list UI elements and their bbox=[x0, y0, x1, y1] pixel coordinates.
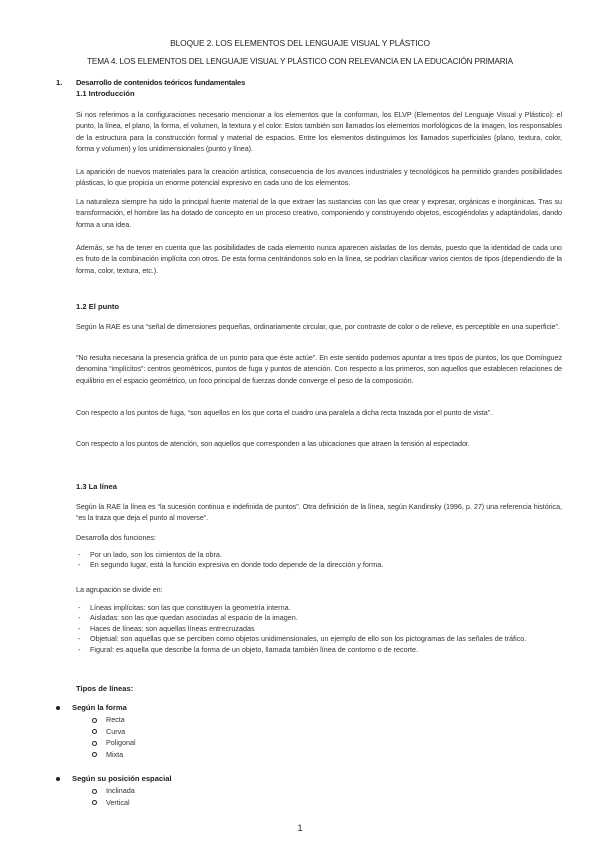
section-number: 1. bbox=[56, 78, 63, 87]
linea-paragraph: Según la RAE la línea es “la sucesión continua e indefinida de puntos”. Otra definición de la línea, según Kandinsky (1996, p. 27) una referencia histórica, “es la traza que deja el punto al moverse”. bbox=[76, 502, 562, 523]
list-item: Recta bbox=[92, 714, 136, 726]
section-title: Desarrollo de contenidos teóricos fundamentales bbox=[76, 78, 246, 87]
list-item: - Líneas implícitas: son las que constituyen la geometría interna. bbox=[76, 603, 556, 613]
list-item: Inclinada bbox=[92, 785, 135, 797]
intro-heading: 1.1 Introducción bbox=[76, 89, 135, 98]
bullet-icon bbox=[56, 777, 60, 781]
shape-types-list bbox=[92, 714, 136, 760]
punto-paragraph: Con respecto a los puntos de atención, son aquellos que corresponden a las ubicaciones que atraen la tensión al espectador. bbox=[76, 439, 470, 448]
linea-paragraph: La agrupación se divide en: bbox=[76, 585, 163, 594]
functions-list bbox=[76, 550, 556, 571]
position-types-list bbox=[92, 785, 135, 808]
linea-heading: 1.3 La línea bbox=[76, 482, 117, 491]
list-item: - Por un lado, son los cimientos de la obra. bbox=[76, 550, 556, 560]
groupings-list bbox=[76, 603, 556, 655]
list-item: - En segundo lugar, está la función expresiva en donde todo depende de la dirección y forma. bbox=[76, 560, 556, 570]
intro-paragraph: Si nos referimos a la configuraciones necesario mencionar a los elementos que la conforman, los ELVP (Elementos del Lenguaje Visual y Plástico): el punto, la línea, el plano, la forma, el volumen, la textura y el color. Estos también son llamados los elementos morfológicos de la imagen, los responsables de la estructura para la construcción formal y material de espacios. Entre los elementos distinguimos los llamados superficiales (plano, textura, color, forma y volumen) y los unidimensionales (punto y línea). bbox=[76, 110, 562, 154]
punto-heading: 1.2 El punto bbox=[76, 302, 120, 311]
block-title: BLOQUE 2. LOS ELEMENTOS DEL LENGUAJE VISUAL Y PLÁSTICO bbox=[170, 38, 430, 48]
punto-paragraph: “No resulta necesaria la presencia gráfica de un punto para que éste actúe”. En este sentido podemos apuntar a tres tipos de puntos, los que Domínguez denomina “implícitos”: centros geométricos, puntos de fuga y puntos de atención. Con respecto a los primeros, son aquellos que establecen relaciones de equilibrio en el espacio geométrico, un foco principal de fuerzas donde converge el peso de la composición. bbox=[76, 353, 562, 385]
intro-paragraph: La aparición de nuevos materiales para la creación artística, consecuencia de los avances industriales y tecnológicos ha permitido grandes posibilidades plásticas, lo que propicia un enorme potencial expresivo en cada uno de los elementos. bbox=[76, 167, 562, 188]
list-item: Poligonal bbox=[92, 737, 136, 749]
by-shape-label: Según la forma bbox=[72, 703, 127, 712]
list-item: - Figural: es aquella que describe la forma de un objeto, llamada también línea de contorno o de recorte. bbox=[76, 645, 556, 655]
list-item: Mixta bbox=[92, 749, 136, 761]
bullet-icon bbox=[56, 706, 60, 710]
types-heading: Tipos de líneas: bbox=[76, 684, 134, 693]
list-item: - Aisladas: son las que quedan asociadas al espacio de la imagen. bbox=[76, 613, 556, 623]
topic-title: TEMA 4. LOS ELEMENTOS DEL LENGUAJE VISUAL Y PLÁSTICO CON RELEVANCIA EN LA EDUCACIÓN PRIMARIA bbox=[87, 57, 513, 66]
intro-paragraph: La naturaleza siempre ha sido la principal fuente material de la que extraer las sustancias con las que crear y expresar, orgánicas e inorgánicas. Tras su transformación, el hombre las ha dotado de concepto en un proceso creativo, componiendo y construyendo objetos, escogiéndolas y adaptándolas, dando forma a una idea. bbox=[76, 197, 562, 229]
intro-paragraph: Además, se ha de tener en cuenta que las posibilidades de cada elemento nunca aparecen aisladas de los demás, puesto que la identidad de cada uno es fruto de la combinación implícita con otros. De esta forma centrándonos solo en la línea, se podrían clasificar varios cientos de tipos (dependiendo de la forma, color, textura, etc.). bbox=[76, 243, 562, 275]
by-position-label: Según su posición espacial bbox=[72, 774, 172, 783]
list-item: Curva bbox=[92, 726, 136, 738]
punto-paragraph: Con respecto a los puntos de fuga, “son aquellos en los que corta el cuadro una paralela a dicha recta trazada por el punto de vista”. bbox=[76, 408, 493, 417]
page-number: 1 bbox=[297, 823, 303, 833]
list-item: Vertical bbox=[92, 797, 135, 809]
list-item: - Haces de líneas: son aquellas líneas entrecruzadas bbox=[76, 624, 556, 634]
list-item: - Objetual: son aquellas que se perciben como objetos unidimensionales, un ejemplo de ello son los pictogramas de las señales de tráfico. bbox=[76, 634, 556, 644]
punto-paragraph: Según la RAE es una “señal de dimensiones pequeñas, ordinariamente circular, que, por contraste de color o de relieve, es perceptible en una superficie”. bbox=[76, 322, 560, 331]
linea-paragraph: Desarrolla dos funciones: bbox=[76, 533, 156, 542]
